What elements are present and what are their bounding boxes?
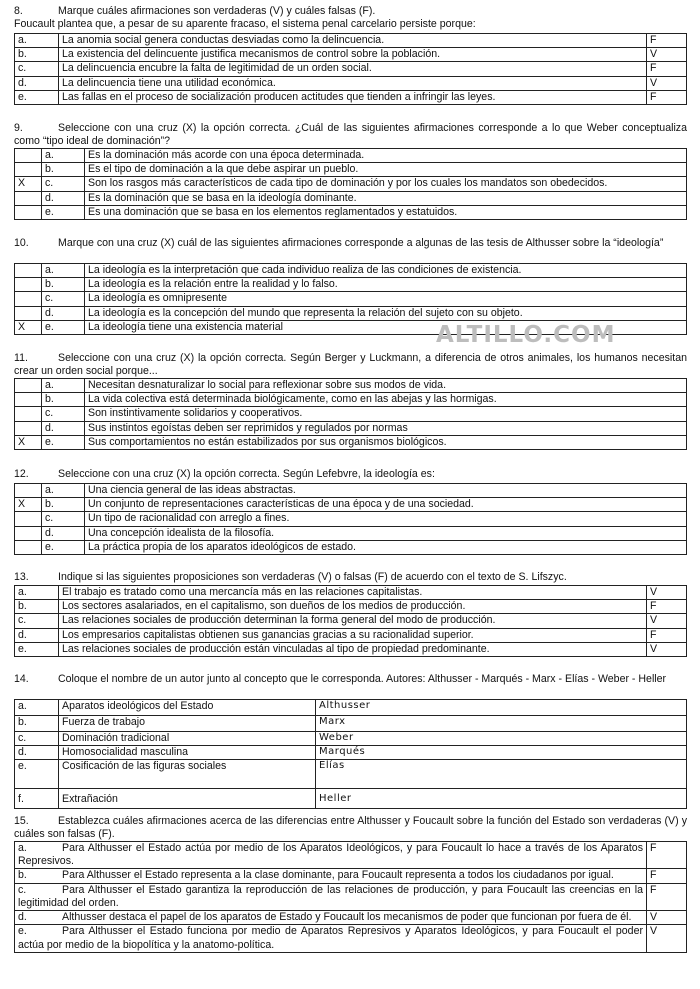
option-letter: c.	[18, 883, 27, 896]
question-12-table	[14, 483, 687, 555]
option-text: La ideología es la relación entre la realidad y lo falso.	[85, 278, 687, 292]
mark-cell[interactable]: X	[15, 435, 42, 449]
answer-cell[interactable]: F	[647, 90, 687, 104]
author-answer[interactable]: Marqués	[316, 746, 687, 760]
concept-text: Homosocialidad masculina	[59, 746, 316, 760]
mark-cell[interactable]	[15, 540, 42, 554]
mark-cell[interactable]: X	[15, 498, 42, 512]
question-prompt: Seleccione con una cruz (X) la opción correcta. Según Lefebvre, la ideología es:	[58, 468, 435, 480]
option-letter: e.	[42, 320, 85, 334]
option-text: Las relaciones sociales de producción están vinculadas al tipo de propiedad predominante.	[59, 642, 647, 656]
question-number: 10.	[14, 237, 29, 249]
table-row	[15, 62, 687, 76]
question-number: 11.	[14, 352, 28, 364]
table-row	[15, 746, 687, 760]
answer-cell[interactable]: V	[647, 911, 687, 925]
mark-cell[interactable]	[15, 512, 42, 526]
table-row	[15, 883, 687, 910]
table-row	[15, 600, 687, 614]
option-text: Las fallas en el proceso de socialización producen actitudes que tienden a infringir las leyes.	[59, 90, 647, 104]
table-row	[15, 177, 687, 191]
mark-cell[interactable]	[15, 306, 42, 320]
option-letter: d.	[42, 306, 85, 320]
option-letter: d.	[15, 746, 59, 760]
option-letter: d.	[15, 628, 59, 642]
table-row	[15, 421, 687, 435]
question-stem: Foucault plantea que, a pesar de su aparente fracaso, el sistema penal carcelario persiste porque:	[14, 18, 476, 31]
table-row	[15, 732, 687, 746]
question-10-title	[14, 237, 687, 250]
site-watermark: ALTILLO.COM	[436, 322, 616, 348]
table-row	[15, 925, 687, 952]
answer-cell[interactable]: V	[647, 586, 687, 600]
mark-cell[interactable]	[15, 379, 42, 393]
option-letter: c.	[42, 512, 85, 526]
option-letter: a.	[42, 379, 85, 393]
statement-cell	[15, 911, 647, 925]
question-14-table	[14, 699, 687, 809]
question-11-table	[14, 378, 687, 450]
answer-cell[interactable]: F	[647, 34, 687, 48]
option-letter: b.	[15, 716, 59, 732]
concept-text: Aparatos ideológicos del Estado	[59, 700, 316, 716]
question-13-table	[14, 585, 687, 657]
mark-cell[interactable]	[15, 292, 42, 306]
option-letter: e.	[15, 90, 59, 104]
answer-cell[interactable]: V	[647, 642, 687, 656]
table-row	[15, 306, 687, 320]
option-text: Necesitan desnaturalizar lo social para reflexionar sobre sus modos de vida.	[85, 379, 687, 393]
author-answer[interactable]: Weber	[316, 732, 687, 746]
question-prompt: Seleccione con una cruz (X) la opción correcta. ¿Cuál de las siguientes afirmaciones corresponde a lo que Weber conceptualiza como “tipo ideal de dominación”?	[14, 122, 687, 148]
option-letter: c.	[15, 614, 59, 628]
answer-cell[interactable]: F	[647, 628, 687, 642]
option-text: Althusser destaca el papel de los aparatos de Estado y Foucault los mecanismos de poder que funcionan por fuera de él.	[62, 911, 632, 924]
question-14-title	[14, 673, 687, 686]
option-letter: c.	[15, 732, 59, 746]
answer-cell[interactable]: V	[647, 76, 687, 90]
option-letter: f.	[15, 789, 59, 809]
question-prompt: Indique si las siguientes proposiciones son verdaderas (V) o falsas (F) de acuerdo con el texto de S. Lifszyc.	[58, 571, 567, 583]
option-text: La delincuencia encubre la falta de legitimidad de un orden social.	[59, 62, 647, 76]
table-row	[15, 586, 687, 600]
option-text: Es la dominación más acorde con una época determinada.	[85, 149, 687, 163]
concept-text: Fuerza de trabajo	[59, 716, 316, 732]
question-8-title	[14, 5, 687, 31]
option-text: Sus instintos egoístas deben ser reprimidos y regulados por normas	[85, 421, 687, 435]
option-text: Para Althusser el Estado funciona por medio de Aparatos Represivos y Aparatos Ideológicos, y para Foucault el poder actúa por medio de la biopolítica y la anatomo-política.	[18, 925, 643, 951]
option-letter: a.	[42, 484, 85, 498]
option-letter: c.	[42, 177, 85, 191]
option-letter: b.	[42, 498, 85, 512]
option-letter: c.	[42, 292, 85, 306]
question-13-title	[14, 571, 687, 584]
answer-cell[interactable]: F	[647, 62, 687, 76]
answer-cell[interactable]: V	[647, 48, 687, 62]
answer-cell[interactable]: F	[647, 600, 687, 614]
option-text: Un conjunto de representaciones características de una época y de una sociedad.	[85, 498, 687, 512]
question-prompt: Establezca cuáles afirmaciones acerca de las diferencias entre Althusser y Foucault sobre la función del Estado son verdaderas (V) y cuáles son falsas (F).	[14, 815, 687, 841]
option-letter: b.	[42, 278, 85, 292]
table-row	[15, 484, 687, 498]
option-text: El trabajo es tratado como una mercancía más en las relaciones capitalistas.	[59, 586, 647, 600]
table-row	[15, 789, 687, 809]
option-letter: b.	[15, 600, 59, 614]
option-text: Es una dominación que se basa en los elementos reglamentados y estatuidos.	[85, 205, 687, 219]
table-row	[15, 379, 687, 393]
option-text: Es el tipo de dominación a la que debe aspirar un pueblo.	[85, 163, 687, 177]
mark-cell[interactable]: X	[15, 177, 42, 191]
option-letter: a.	[18, 842, 27, 854]
option-letter: a.	[15, 586, 59, 600]
question-9-title	[14, 122, 687, 148]
question-prompt: Seleccione con una cruz (X) la opción correcta. Según Berger y Luckmann, a diferencia de otros animales, los humanos necesitan crear un orden social porque...	[14, 352, 687, 378]
option-text: Los empresarios capitalistas obtienen sus ganancias gracias a su racionalidad superior.	[59, 628, 647, 642]
option-letter: b.	[42, 163, 85, 177]
mark-cell[interactable]	[15, 191, 42, 205]
option-text: La delincuencia tiene una utilidad económica.	[59, 76, 647, 90]
option-text: Para Althusser el Estado garantiza la reproducción de las relaciones de producción, y para Foucault las creencias en la legitimidad del orden.	[18, 883, 643, 909]
option-text: Las relaciones sociales de producción determinan la forma general del modo de producción.	[59, 614, 647, 628]
mark-cell[interactable]	[15, 264, 42, 278]
option-letter: d.	[15, 76, 59, 90]
table-row	[15, 393, 687, 407]
table-row	[15, 435, 687, 449]
option-letter: c.	[15, 62, 59, 76]
table-row	[15, 911, 687, 925]
author-answer[interactable]: Althusser	[316, 700, 687, 716]
option-letter: d.	[18, 911, 27, 924]
table-row	[15, 191, 687, 205]
table-row	[15, 48, 687, 62]
author-answer[interactable]: Heller	[316, 789, 687, 809]
question-number: 15.	[14, 815, 29, 827]
mark-cell[interactable]: X	[15, 320, 42, 334]
option-text: Para Althusser el Estado representa a la clase dominante, para Foucault representa a todos los ciudadanos por igual.	[62, 869, 614, 882]
option-letter: a.	[15, 34, 59, 48]
question-15-table	[14, 841, 687, 953]
option-text: La anomia social genera conductas desviadas como la delincuencia.	[59, 34, 647, 48]
question-number: 9.	[14, 122, 23, 134]
answer-cell[interactable]: F	[647, 869, 687, 883]
table-row	[15, 842, 687, 869]
option-text: La ideología es la interpretación que cada individuo realiza de las condiciones de existencia.	[85, 264, 687, 278]
option-letter: d.	[42, 421, 85, 435]
statement-cell	[15, 883, 647, 910]
option-letter: b.	[18, 869, 27, 882]
statement-cell	[15, 925, 647, 952]
mark-cell[interactable]	[15, 278, 42, 292]
mark-cell[interactable]	[15, 421, 42, 435]
table-row	[15, 163, 687, 177]
answer-cell[interactable]: F	[647, 883, 687, 910]
option-text: Un tipo de racionalidad con arreglo a fines.	[85, 512, 687, 526]
option-letter: e.	[42, 435, 85, 449]
table-row	[15, 716, 687, 732]
option-text: La existencia del delincuente justifica mecanismos de control sobre la población.	[59, 48, 647, 62]
question-number: 14.	[14, 673, 29, 685]
option-letter: a.	[42, 264, 85, 278]
table-row	[15, 264, 687, 278]
option-letter: e.	[15, 760, 59, 789]
table-row	[15, 76, 687, 90]
table-row	[15, 540, 687, 554]
option-text: La ideología tiene una existencia material	[85, 320, 687, 334]
question-9-table	[14, 148, 687, 220]
mark-cell[interactable]	[15, 163, 42, 177]
option-text: La ideología es la concepción del mundo que representa la relación del sujeto con su objeto.	[85, 306, 687, 320]
option-text: La práctica propia de los aparatos ideológicos de estado.	[85, 540, 687, 554]
table-row	[15, 205, 687, 219]
author-answer[interactable]: Marx	[316, 716, 687, 732]
option-text: Una ciencia general de las ideas abstractas.	[85, 484, 687, 498]
answer-cell[interactable]: V	[647, 614, 687, 628]
option-letter: e.	[18, 925, 27, 938]
table-row	[15, 292, 687, 306]
question-11-title	[14, 352, 687, 378]
option-letter: b.	[15, 48, 59, 62]
option-letter: c.	[42, 407, 85, 421]
option-letter: a.	[42, 149, 85, 163]
mark-cell[interactable]	[15, 484, 42, 498]
table-row	[15, 526, 687, 540]
option-letter: d.	[42, 191, 85, 205]
mark-cell[interactable]	[15, 393, 42, 407]
option-text: Sus comportamientos no están estabilizados por sus organismos biológicos.	[85, 435, 687, 449]
option-letter: e.	[42, 540, 85, 554]
option-letter: a.	[15, 700, 59, 716]
option-letter: b.	[42, 393, 85, 407]
table-row	[15, 628, 687, 642]
option-text: Para Althusser el Estado actúa por medio de los Aparatos Ideológicos, y para Foucault lo hace a través de los Aparatos Represivos.	[18, 842, 643, 868]
table-row	[15, 700, 687, 716]
answer-cell[interactable]: V	[647, 925, 687, 952]
option-text: Son instintivamente solidarios y cooperativos.	[85, 407, 687, 421]
table-row	[15, 498, 687, 512]
mark-cell[interactable]	[15, 407, 42, 421]
option-letter: e.	[15, 642, 59, 656]
concept-text: Dominación tradicional	[59, 732, 316, 746]
table-row	[15, 614, 687, 628]
question-prompt: Coloque el nombre de un autor junto al concepto que le corresponda. Autores: Althusser - Marqués - Marx - Elías - Weber - Heller	[58, 673, 667, 685]
question-8-table	[14, 33, 687, 105]
question-15-title	[14, 815, 687, 841]
table-row	[15, 642, 687, 656]
option-letter: d.	[42, 526, 85, 540]
question-number: 12.	[14, 468, 29, 480]
mark-cell[interactable]	[15, 526, 42, 540]
question-prompt: Marque cuáles afirmaciones son verdaderas (V) y cuáles falsas (F).	[58, 5, 376, 17]
option-letter: e.	[42, 205, 85, 219]
table-row	[15, 512, 687, 526]
table-row	[15, 407, 687, 421]
option-text: La ideología es omnipresente	[85, 292, 687, 306]
option-text: La vida colectiva está determinada biológicamente, como en las abejas y las hormigas.	[85, 393, 687, 407]
table-row	[15, 869, 687, 883]
table-row	[15, 34, 687, 48]
statement-cell	[15, 842, 647, 869]
option-text: Son los rasgos más característicos de cada tipo de dominación y por los cuales los mandatos son obedecidos.	[85, 177, 687, 191]
question-prompt: Marque con una cruz (X) cuál de las siguientes afirmaciones corresponde a algunas de las tesis de Althusser sobre la “ideología”	[58, 237, 664, 249]
mark-cell[interactable]	[15, 149, 42, 163]
table-row	[15, 760, 687, 789]
answer-cell[interactable]: F	[647, 842, 687, 869]
concept-text: Extrañación	[59, 789, 316, 809]
concept-text: Cosificación de las figuras sociales	[59, 760, 316, 789]
table-row	[15, 90, 687, 104]
author-answer[interactable]: Elías	[316, 760, 687, 789]
table-row	[15, 149, 687, 163]
question-12-title	[14, 468, 687, 481]
option-text: Es la dominación que se basa en la ideología dominante.	[85, 191, 687, 205]
option-text: Los sectores asalariados, en el capitalismo, son dueños de los medios de producción.	[59, 600, 647, 614]
statement-cell	[15, 869, 647, 883]
option-text: Una concepción idealista de la filosofía.	[85, 526, 687, 540]
question-number: 13.	[14, 571, 29, 583]
question-number: 8.	[14, 5, 23, 17]
table-row	[15, 278, 687, 292]
mark-cell[interactable]	[15, 205, 42, 219]
